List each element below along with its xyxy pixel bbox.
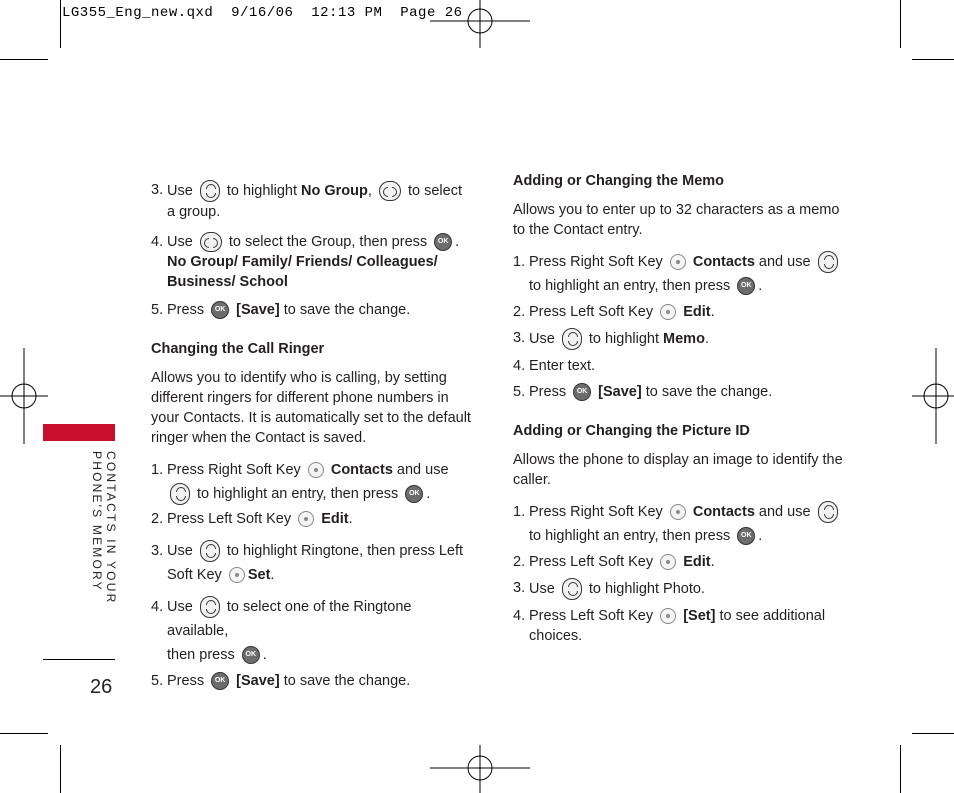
list-item: 4. Enter text. (513, 358, 596, 374)
section-intro: Allows you to enter up to 32 characters as a memo to the Contact entry. (513, 202, 840, 238)
soft-key-icon (298, 511, 314, 527)
nav-up-down-icon (200, 180, 220, 202)
crop-mark (60, 745, 61, 793)
registration-mark-icon (0, 348, 48, 444)
list-item: 3. Use to highlight Photo. (513, 578, 843, 600)
soft-key-icon (670, 254, 686, 270)
ok-key-icon: OK (737, 277, 755, 295)
ok-key-icon: OK (242, 646, 260, 664)
registration-mark-icon (430, 745, 530, 793)
nav-up-down-icon (562, 578, 582, 600)
section-intro: Allows the phone to display an image to identify the caller. (513, 452, 843, 488)
section-heading: Adding or Changing the Picture ID (513, 423, 750, 439)
ok-key-icon: OK (737, 527, 755, 545)
ok-key-icon: OK (573, 383, 591, 401)
right-column (513, 171, 843, 646)
nav-left-right-icon (200, 232, 222, 252)
section-heading: Changing the Call Ringer (151, 341, 325, 358)
ok-key-icon: OK (434, 233, 452, 251)
list-item: 4. Use to select the Group, then press OK . No Group/ Family/ Friends/ Colleagues/ Business/ School (151, 234, 460, 291)
page-number: 26 (90, 676, 113, 698)
crop-mark (60, 0, 61, 48)
printer-slug: LG355_Eng_new.qxd 9/16/06 12:13 PM Page 26 (62, 5, 463, 21)
list-item: 5. Press OK [Save] to save the change. (151, 302, 411, 319)
section-tab-line-2: PHONE'S MEMORY (90, 451, 104, 592)
registration-mark-icon (912, 348, 954, 444)
crop-mark (0, 59, 48, 60)
list-item: 3. Use to highlight Ringtone, then press Left Soft Key Set. (151, 539, 473, 587)
section-heading: Adding or Changing the Memo (513, 173, 725, 189)
list-item: 5. Press OK [Save] to save the change. (513, 384, 773, 400)
soft-key-icon (660, 554, 676, 570)
list-item: 1. Press Right Soft Key Contacts and use to highlight an entry, then press OK . (151, 458, 473, 506)
crop-mark (900, 745, 901, 793)
divider (43, 659, 115, 660)
nav-up-down-icon (818, 251, 838, 273)
section-intro: Allows you to identify who is calling, by setting different ringers for different phone numbers in your Contacts. It is automatically set to the default ringer when the Contact is saved. (151, 370, 471, 447)
nav-up-down-icon (562, 328, 582, 350)
list-item: 2. Press Left Soft Key Edit. (513, 304, 715, 320)
nav-up-down-icon (818, 501, 838, 523)
registration-mark-icon (430, 0, 530, 48)
nav-up-down-icon (170, 483, 190, 505)
nav-up-down-icon (200, 596, 220, 618)
list-item: 2. Press Left Soft Key Edit. (513, 554, 715, 570)
soft-key-icon (229, 567, 245, 583)
section-tab-bar (43, 424, 115, 441)
crop-mark (912, 59, 954, 60)
crop-mark (900, 0, 901, 48)
crop-mark (0, 733, 48, 734)
list-item: 4. Press Left Soft Key [Set] to see additional choices. (513, 608, 826, 644)
section-tab-label (76, 451, 118, 605)
ok-key-icon: OK (405, 485, 423, 503)
section-tab-line-1: CONTACTS IN YOUR (104, 451, 118, 605)
crop-mark (912, 733, 954, 734)
nav-up-down-icon (200, 540, 220, 562)
ok-key-icon: OK (211, 672, 229, 690)
ok-key-icon: OK (211, 301, 229, 319)
nav-left-right-icon (379, 181, 401, 201)
left-column (151, 180, 473, 691)
soft-key-icon (660, 304, 676, 320)
list-item: 1. Press Right Soft Key Contacts and use to highlight an entry, then press OK . (513, 250, 843, 298)
soft-key-icon (670, 504, 686, 520)
list-item: 3. Use to highlight Memo. (513, 328, 843, 350)
soft-key-icon (660, 608, 676, 624)
list-item: 4. Use to select one of the Ringtone available, then press OK . (151, 595, 473, 667)
list-item: 2. Press Left Soft Key Edit. (151, 511, 353, 528)
list-item: 3. Use to highlight No Group, to select a group. (151, 182, 462, 220)
soft-key-icon (308, 462, 324, 478)
list-item: 5. Press OK [Save] to save the change. (151, 673, 411, 690)
list-item: 1. Press Right Soft Key Contacts and use to highlight an entry, then press OK . (513, 500, 843, 548)
